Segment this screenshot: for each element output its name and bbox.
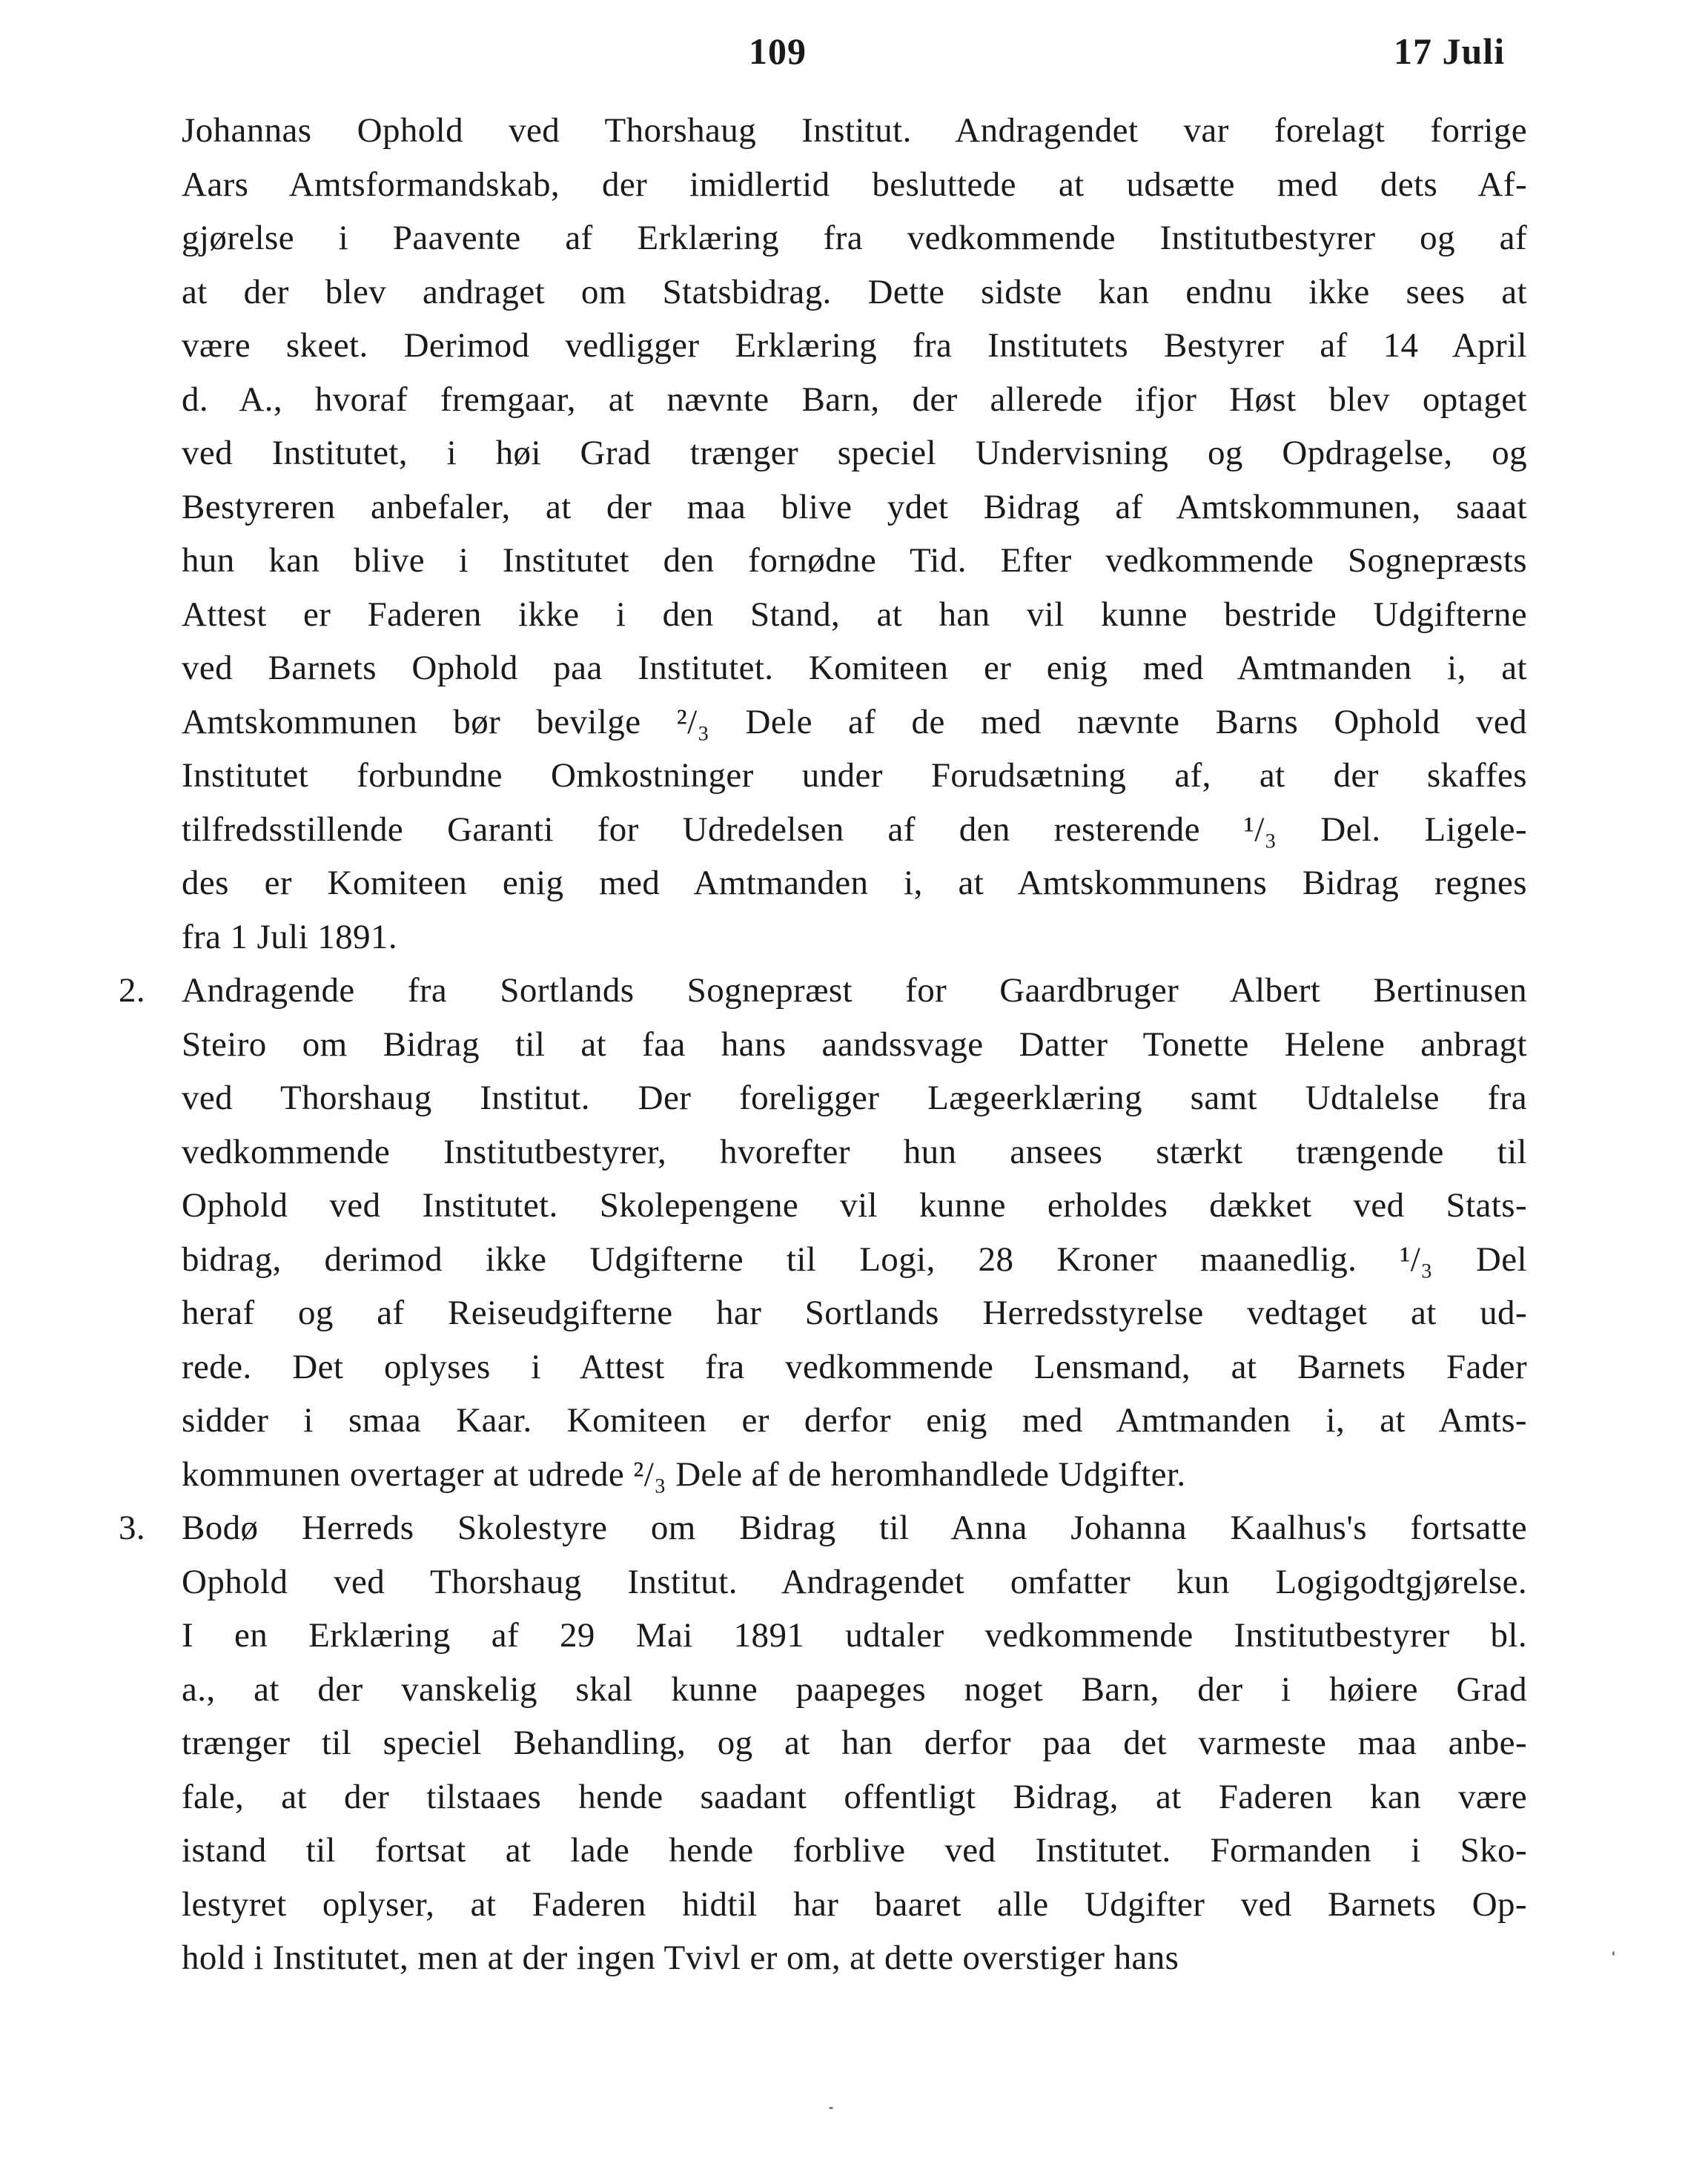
line-text: gjørelse i Paavente af Erklæring fra vedkommende Institutbestyrer og af xyxy=(182,219,1527,257)
text-line xyxy=(182,1716,1527,1770)
text-line xyxy=(182,1555,1527,1609)
line-text: Steiro om Bidrag til at faa hans aandssvage Datter Tonette Helene anbragt xyxy=(182,1025,1527,1064)
line-text: bidrag, derimod ikke Udgifterne til Logi, 28 Kroner maanedlig. ¹/₃ Del xyxy=(182,1239,1527,1279)
text-line xyxy=(182,1233,1527,1287)
text-line xyxy=(182,695,1527,749)
text-line xyxy=(182,158,1527,212)
text-line xyxy=(182,1340,1527,1394)
text-line xyxy=(182,803,1527,857)
body-text xyxy=(119,104,1527,1985)
text-line xyxy=(182,1071,1527,1125)
paragraph xyxy=(182,104,1527,964)
page-date: 17 Juli xyxy=(1394,30,1506,72)
text-line xyxy=(182,1394,1527,1448)
line-text: fale, at der tilstaaes hende saadant offentligt Bidrag, at Faderen kan være xyxy=(182,1777,1527,1816)
line-text: Attest er Faderen ikke i den Stand, at han vil kunne bestride Udgifterne xyxy=(182,595,1527,634)
text-line xyxy=(182,1931,1527,1985)
item-number: 3. xyxy=(119,1509,146,1547)
scan-speck xyxy=(829,2107,833,2109)
line-text: I en Erklæring af 29 Mai 1891 udtaler vedkommende Institutbestyrer bl. xyxy=(182,1616,1527,1655)
text-line xyxy=(182,534,1527,588)
line-text: Institutet forbundne Omkostninger under Forudsætning af, at der skaffes xyxy=(182,756,1527,795)
line-text: d. A., hvoraf fremgaar, at nævnte Barn, der allerede ifjor Høst blev optaget xyxy=(182,380,1527,419)
text-line xyxy=(182,749,1527,803)
line-text: være skeet. Derimod vedligger Erklæring fra Institutets Bestyrer af 14 April xyxy=(182,326,1527,365)
line-text: des er Komiteen enig med Amtmanden i, at Amtskommunens Bidrag regnes xyxy=(182,864,1527,902)
page-number: 109 xyxy=(749,30,807,72)
line-text: istand til fortsat at lade hende forblive ved Institutet. Formanden i Sko- xyxy=(182,1831,1527,1870)
text-line xyxy=(182,319,1527,373)
page-header xyxy=(0,30,1708,82)
text-line xyxy=(182,1770,1527,1824)
line-text: Johannas Ophold ved Thorshaug Institut. Andragendet var forelagt forrige xyxy=(182,111,1527,150)
text-line xyxy=(182,588,1527,642)
line-text: Aars Amtsformandskab, der imidlertid besluttede at udsætte med dets Af- xyxy=(182,165,1527,204)
text-line xyxy=(182,1878,1527,1932)
text-line xyxy=(119,1501,1527,1555)
line-text: Amtskommunen bør bevilge ²/₃ Dele af de med nævnte Barns Ophold ved xyxy=(182,702,1527,741)
line-text: Ophold ved Institutet. Skolepengene vil kunne erholdes dækket ved Stats- xyxy=(182,1186,1527,1225)
item-number: 2. xyxy=(119,971,146,1010)
line-text: rede. Det oplyses i Attest fra vedkommende Lensmand, at Barnets Fader xyxy=(182,1347,1527,1386)
text-line xyxy=(182,480,1527,534)
line-text: tilfredsstillende Garanti for Udredelsen af den resterende ¹/₃ Del. Ligele- xyxy=(182,810,1527,849)
line-text: hold i Institutet, men at der ingen Tvivl er om, at dette overstiger hans xyxy=(182,1939,1179,1977)
text-line xyxy=(182,373,1527,427)
line-text: hun kan blive i Institutet den fornødne Tid. Efter vedkommende Sognepræsts xyxy=(182,541,1527,580)
line-text: Ophold ved Thorshaug Institut. Andragendet omfatter kun Logigodtgjørelse. xyxy=(182,1562,1527,1601)
line-text: fra 1 Juli 1891. xyxy=(182,917,397,956)
text-line xyxy=(182,1448,1527,1502)
line-text: at der blev andraget om Statsbidrag. Dette sidste kan endnu ikke sees at xyxy=(182,272,1527,311)
text-line xyxy=(182,426,1527,480)
text-line xyxy=(182,910,1527,964)
text-line xyxy=(182,1609,1527,1663)
line-text: Bodø Herreds Skolestyre om Bidrag til Anna Johanna Kaalhus's fortsatte xyxy=(182,1509,1527,1547)
text-line xyxy=(182,1824,1527,1878)
line-text: sidder i smaa Kaar. Komiteen er derfor enig med Amtmanden i, at Amts- xyxy=(182,1401,1527,1440)
line-text: ved Barnets Ophold paa Institutet. Komiteen er enig med Amtmanden i, at xyxy=(182,649,1527,687)
line-text: heraf og af Reiseudgifterne har Sortlands Herredsstyrelse vedtaget at ud- xyxy=(182,1294,1527,1332)
text-line xyxy=(182,104,1527,158)
text-line xyxy=(182,641,1527,695)
line-text: ved Institutet, i høi Grad trænger speciel Undervisning og Opdragelse, og xyxy=(182,434,1527,472)
paragraph xyxy=(119,964,1527,1501)
text-line xyxy=(182,1018,1527,1072)
text-line xyxy=(182,1125,1527,1179)
line-text: Andragende fra Sortlands Sognepræst for Gaardbruger Albert Bertinusen xyxy=(182,971,1527,1010)
line-text: Bestyreren anbefaler, at der maa blive ydet Bidrag af Amtskommunen, saaat xyxy=(182,487,1527,526)
text-line xyxy=(182,1663,1527,1717)
line-text: vedkommende Institutbestyrer, hvorefter hun ansees stærkt trængende til xyxy=(182,1132,1527,1171)
text-line xyxy=(119,964,1527,1018)
text-line xyxy=(182,265,1527,320)
paragraph xyxy=(119,1501,1527,1985)
scan-speck xyxy=(1612,1951,1615,1956)
text-line xyxy=(182,1179,1527,1233)
text-line xyxy=(182,1286,1527,1340)
line-text: a., at der vanskelig skal kunne paapeges noget Barn, der i høiere Grad xyxy=(182,1669,1527,1709)
text-line xyxy=(182,211,1527,265)
line-text: lestyret oplyser, at Faderen hidtil har baaret alle Udgifter ved Barnets Op- xyxy=(182,1884,1527,1924)
line-text: kommunen overtager at udrede ²/₃ Dele af de heromhandlede Udgifter. xyxy=(182,1454,1186,1494)
line-text: ved Thorshaug Institut. Der foreligger Lægeerklæring samt Udtalelse fra xyxy=(182,1079,1527,1117)
text-line xyxy=(182,856,1527,910)
line-text: trænger til speciel Behandling, og at han derfor paa det varmeste maa anbe- xyxy=(182,1724,1527,1762)
